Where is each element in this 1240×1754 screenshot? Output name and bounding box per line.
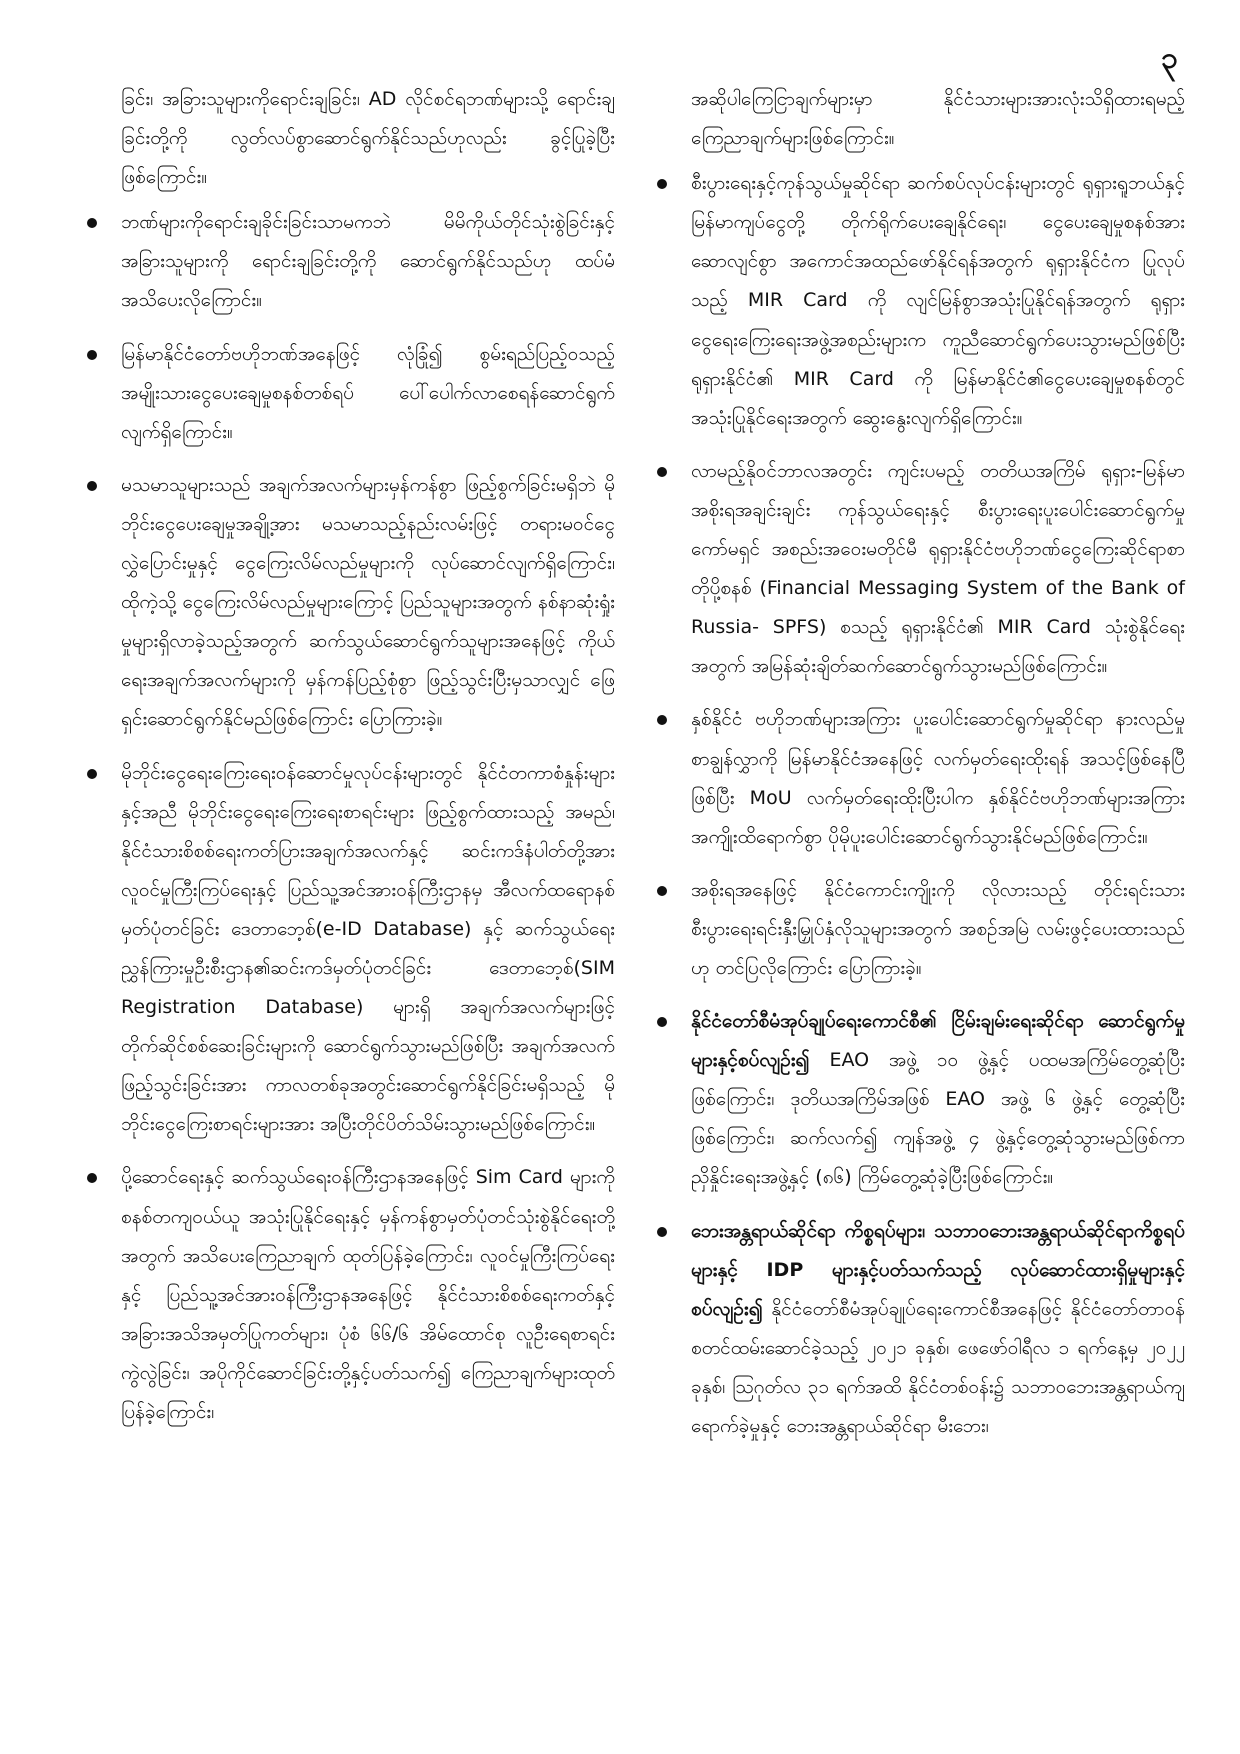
bullet-text: အစိုးရအနေဖြင့် နိုင်ငံကောင်းကျိုးကို လိုလားသည့် တိုင်းရင်းသား စီးပွားရေးရင်းနှီးမြှုပ်နှံလိုသူများအတွက် အစဉ်အမြဲ လမ်းဖွင့်ပေးထားသည်ဟု တင်ပြလိုကြောင်း ပြောကြားခဲ့။ bbox=[691, 878, 1185, 979]
bullet-text: ဘဏ်များကိုရောင်းချခိုင်းခြင်းသာမကဘဲ မိမိကိုယ်တိုင်သုံးစွဲခြင်းနှင့် အခြားသူများကို ရောင်းချခြင်းတို့ကို ဆောင်ရွက်နိုင်သည်ဟု ထပ်မံအသိပေးလိုကြောင်း။ bbox=[121, 211, 615, 312]
bullet-text: နိုင်ငံတော်စီမံအုပ်ချုပ်ရေးကောင်စီအနေဖြင့် နိုင်ငံတော်တာဝန်စတင်ထမ်းဆောင်ခဲ့သည့် ၂၀၂၁ ခုနှစ်၊ ဖေဖော်ဝါရီလ ၁ ရက်နေ့မှ ၂၀၂၂ ခုနှစ်၊ ဩဂုတ်လ ၃၁ ရက်အထိ နိုင်ငံတစ်ဝန်း၌ သဘာဝဘေးအန္တရာယ်ကျရောက်ခဲ့မှုနှင့် ဘေးအန္တရာယ်ဆိုင်ရာ မီးဘေး၊ bbox=[691, 1297, 1185, 1437]
left-column bbox=[85, 80, 615, 1446]
bullet-dot-icon bbox=[657, 1017, 667, 1027]
bullet-item bbox=[655, 871, 1185, 988]
bullet-item bbox=[85, 203, 615, 320]
bullet-item bbox=[655, 700, 1185, 856]
bullet-dot-icon bbox=[87, 1173, 97, 1183]
bullet-item bbox=[655, 452, 1185, 687]
bullet-text: ပို့ဆောင်ရေးနှင့် ဆက်သွယ်ရေးဝန်ကြီးဌာနအနေဖြင့် Sim Card များကို စနစ်တကျဝယ်ယူ အသုံးပြုနိုင်ရေးနှင့် မှန်ကန်စွာမှတ်ပုံတင်သုံးစွဲနိုင်ရေးတို့အတွက် အသိပေးကြေညာချက် ထုတ်ပြန်ခဲ့ကြောင်း၊ လူဝင်မှုကြီးကြပ်ရေးနှင့် ပြည်သူ့အင်အားဝန်ကြီးဌာနအနေဖြင့် နိုင်ငံသားစိစစ်ရေးကတ်နှင့် အခြားအသိအမှတ်ပြုကတ်များ၊ ပုံစံ ၆၆/၆ အိမ်ထောင်စု လူဦးရေစာရင်းကွဲလွဲခြင်း၊ အပိုကိုင်ဆောင်ခြင်းတို့နှင့်ပတ်သက်၍ ကြေညာချက်များထုတ်ပြန်ခဲ့ကြောင်း၊ bbox=[121, 1166, 615, 1423]
bullet-item bbox=[85, 335, 615, 452]
bullet-item bbox=[655, 164, 1185, 438]
bullet-text: မြန်မာနိုင်ငံတော်ဗဟိုဘဏ်အနေဖြင့် လုံခြုံ၍ စွမ်းရည်ပြည့်ဝသည့် အမျိုးသားငွေပေးချေမှုစနစ်တစ်ရပ် ပေါ်ပေါက်လာစေရန်ဆောင်ရွက်လျက်ရှိကြောင်း။ bbox=[121, 342, 615, 443]
left-bullet-list bbox=[85, 203, 615, 1432]
bullet-item bbox=[655, 1212, 1185, 1447]
right-continuation-paragraph: အဆိုပါကြေငြာချက်များမှာ နိုင်ငံသားများအားလုံးသိရှိထားရမည့် ကြေညာချက်များဖြစ်ကြောင်း။ bbox=[691, 88, 1185, 150]
right-bullet-list bbox=[655, 164, 1185, 1446]
bullet-bold-lead: ဘေးအန္တရာယ်ဆိုင်ရာ ကိစ္စရပ်များ၊ သဘာဝဘေးအန္တရာယ်ဆိုင်ရာကိစ္စရပ်များနှင့် IDP များနှင့်ပတ်သက်သည့် လုပ်ဆောင်ထားရှိမှုများနှင့်စပ်လျဉ်း၍ bbox=[691, 1219, 1185, 1320]
bullet-bold-lead: နိုင်ငံတော်စီမံအုပ်ချုပ်ရေးကောင်စီ၏ ငြိမ်းချမ်းရေးဆိုင်ရာ ဆောင်ရွက်မှုများနှင့်စပ်လျဉ်း၍ bbox=[691, 1010, 1185, 1072]
bullet-dot-icon bbox=[657, 1227, 667, 1237]
bullet-dot-icon bbox=[657, 715, 667, 725]
bullet-item bbox=[85, 754, 615, 1145]
bullet-item bbox=[85, 466, 615, 740]
bullet-dot-icon bbox=[657, 886, 667, 896]
bullet-dot-icon bbox=[87, 481, 97, 491]
bullet-dot-icon bbox=[657, 467, 667, 477]
bullet-text: နှစ်နိုင်ငံ ဗဟိုဘဏ်များအကြား ပူးပေါင်းဆောင်ရွက်မှုဆိုင်ရာ နားလည်မှုစာချွန်လွှာကို မြန်မာနိုင်ငံအနေဖြင့် လက်မှတ်ရေးထိုးရန် အသင့်ဖြစ်နေပြီဖြစ်ပြီး MoU လက်မှတ်ရေးထိုးပြီးပါက နှစ်နိုင်ငံဗဟိုဘဏ်များအကြား အကျိုးထိရောက်စွာ ပိုမိုပူးပေါင်းဆောင်ရွက်သွားနိုင်မည်ဖြစ်ကြောင်း။ bbox=[691, 708, 1185, 848]
bullet-dot-icon bbox=[87, 350, 97, 360]
bullet-text: မသမာသူများသည် အချက်အလက်များမှန်ကန်စွာ ဖြည့်စွက်ခြင်းမရှိဘဲ မိုဘိုင်းငွေပေးချေမှုအချို့အား မသမာသည့်နည်းလမ်းဖြင့် တရားမဝင်ငွေ လွှဲပြောင်းမှုနှင့် ငွေကြေးလိမ်လည်မှုများကို လုပ်ဆောင်လျက်ရှိကြောင်း၊ ထိုကဲ့သို့ ငွေကြေးလိမ်လည်မှုများကြောင့် ပြည်သူများအတွက် နစ်နာဆုံးရှုံးမှုများရှိလာခဲ့သည့်အတွက် ဆက်သွယ်ဆောင်ရွက်သူများအနေဖြင့် ကိုယ်ရေးအချက်အလက်များကို မှန်ကန်ပြည့်စုံစွာ ဖြည့်သွင်းပြီးမှသာလျှင် ဖြေရှင်းဆောင်ရွက်နိုင်မည်ဖြစ်ကြောင်း ပြောကြားခဲ့။ bbox=[121, 473, 615, 731]
bullet-text: EAO အဖွဲ့ ၁၀ ဖွဲ့နှင့် ပထမအကြိမ်တွေ့ဆုံပြီးဖြစ်ကြောင်း၊ ဒုတိယအကြိမ်အဖြစ် EAO အဖွဲ့ ၆ ဖွဲ့နှင့် တွေ့ဆုံပြီးဖြစ်ကြောင်း၊ ဆက်လက်၍ ကျန်အဖွဲ့ ၄ ဖွဲ့နှင့်တွေ့ဆုံသွားမည်ဖြစ်ကာ ညှိနှိုင်းရေးအဖွဲ့နှင့် (၈၆) ကြိမ်တွေ့ဆုံခဲ့ပြီးဖြစ်ကြောင်း။ bbox=[691, 1049, 1185, 1189]
bullet-text: လာမည့်နိုဝင်ဘာလအတွင်း ကျင်းပမည့် တတိယအကြိမ် ရုရှား-မြန်မာ အစိုးရအချင်းချင်း ကုန်သွယ်ရေးနှင့် စီးပွားရေးပူးပေါင်းဆောင်ရွက်မှုကော်မရှင် အစည်းအဝေးမတိုင်မီ ရုရှားနိုင်ငံဗဟိုဘဏ်ငွေကြေးဆိုင်ရာစာတိုပို့စနစ် (Financial Messaging System of the Bank of Russia- SPFS) စသည့် ရုရှားနိုင်ငံ၏ MIR Card သုံးစွဲနိုင်ရေးအတွက် အမြန်ဆုံးချိတ်ဆက်ဆောင်ရွက်သွားမည်ဖြစ်ကြောင်း။ bbox=[691, 459, 1185, 678]
bullet-item bbox=[85, 1158, 615, 1432]
bullet-text: မိုဘိုင်းငွေရေးကြေးရေးဝန်ဆောင်မှုလုပ်ငန်းများတွင် နိုင်ငံတကာစံနှုန်းများနှင့်အညီ မိုဘိုင်းငွေရေးကြေးရေးစာရင်းများ ဖြည့်စွက်ထားသည့် အမည်၊ နိုင်ငံသားစိစစ်ရေးကတ်ပြားအချက်အလက်နှင့် ဆင်းကဒ်နံပါတ်တို့အား လူဝင်မှုကြီးကြပ်ရေးနှင့် ပြည်သူ့အင်အားဝန်ကြီးဌာနမှ အီလက်ထရောနစ်မှတ်ပုံတင်ခြင်း ဒေတာဘေ့စ်(e-ID Database) နှင့် ဆက်သွယ်ရေးညွှန်ကြားမှုဦးစီးဌာန၏ဆင်းကဒ်မှတ်ပုံတင်ခြင်း ဒေတာဘေ့စ်(SIM Registration Database) များရှိ အချက်အလက်များဖြင့် တိုက်ဆိုင်စစ်ဆေးခြင်းများကို ဆောင်ရွက်သွားမည်ဖြစ်ပြီး အချက်အလက်ဖြည့်သွင်းခြင်းအား ကာလတစ်ခုအတွင်းဆောင်ရွက်နိုင်ခြင်းမရှိသည့် မိုဘိုင်းငွေကြေးစာရင်းများအား အပြီးတိုင်ပိတ်သိမ်းသွားမည်ဖြစ်ကြောင်း။ bbox=[121, 761, 615, 1136]
bullet-dot-icon bbox=[87, 769, 97, 779]
page-number: ၃ bbox=[1161, 41, 1178, 76]
bullet-item bbox=[655, 1002, 1185, 1197]
left-continuation-paragraph: ခြင်း၊ အခြားသူများကိုရောင်းချခြင်း၊ AD လိုင်စင်ရဘဏ်များသို့ ရောင်းချခြင်းတို့ကို လွတ်လပ်စွာဆောင်ရွက်နိုင်သည်ဟုလည်း ခွင့်ပြုခဲ့ပြီးဖြစ်ကြောင်း။ bbox=[121, 88, 615, 189]
bullet-text: စီးပွားရေးနှင့်ကုန်သွယ်မှုဆိုင်ရာ ဆက်စပ်လုပ်ငန်းများတွင် ရုရှားရူဘယ်နှင့် မြန်မာကျပ်ငွေတို့ တိုက်ရိုက်ပေးချေနိုင်ရေး၊ ငွေပေးချေမှုစနစ်အား ဆောလျင်စွာ အကောင်အထည်ဖော်နိုင်ရန်အတွက် ရုရှားနိုင်ငံက ပြုလုပ်သည့် MIR Card ကို လျင်မြန်စွာအသုံးပြုနိုင်ရန်အတွက် ရုရှားငွေရေးကြေးရေးအဖွဲ့အစည်းများက ကူညီဆောင်ရွက်ပေးသွားမည်ဖြစ်ပြီး ရုရှားနိုင်ငံ၏ MIR Card ကို မြန်မာနိုင်ငံ၏ငွေပေးချေမှုစနစ်တွင် အသုံးပြုနိုင်ရေးအတွက် ဆွေးနွေးလျက်ရှိကြောင်း။ bbox=[691, 172, 1185, 429]
right-column bbox=[655, 80, 1185, 1460]
bullet-dot-icon bbox=[87, 218, 97, 228]
bullet-dot-icon bbox=[657, 179, 667, 189]
